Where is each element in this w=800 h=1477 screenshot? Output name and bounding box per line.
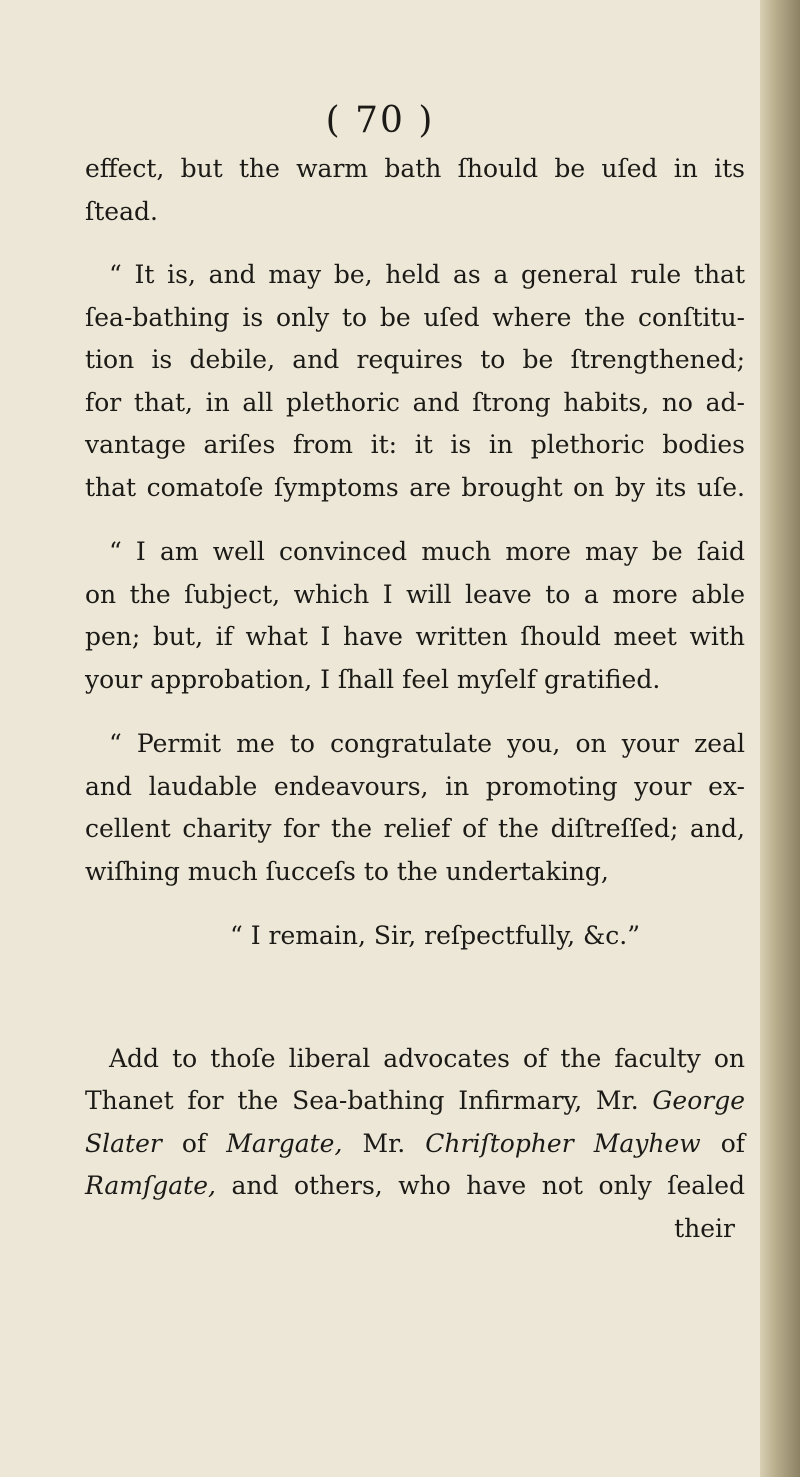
text-segment: of bbox=[181, 1128, 207, 1158]
place-italic: Margate, bbox=[226, 1128, 343, 1158]
text-line: cellent charity for the relief of the diſtreſſed; and, bbox=[85, 814, 745, 843]
text-line bbox=[85, 1165, 745, 1208]
name-italic: Slater bbox=[85, 1128, 162, 1158]
page-edge-shadow bbox=[760, 0, 800, 1477]
paragraph bbox=[85, 531, 745, 701]
paragraph bbox=[85, 254, 745, 509]
place-italic: Ramſgate, bbox=[85, 1171, 216, 1200]
paragraph bbox=[85, 723, 745, 893]
text-line: “ It is, and may be, held as a general rule that bbox=[109, 260, 745, 289]
text-line: “ I am well convinced much more may be ſaid bbox=[109, 537, 745, 566]
text-line: ſea-bathing is only to be uſed where the conſtitu- bbox=[85, 302, 745, 332]
catchword: their bbox=[674, 1213, 735, 1243]
text-line: your approbation, I ſhall feel myſelf gratified. bbox=[85, 664, 661, 694]
closing bbox=[85, 915, 745, 958]
text-line: that comatoſe ſymptoms are brought on by its uſe. bbox=[85, 472, 745, 502]
text-line: pen; but, if what I have written ſhould meet with bbox=[85, 622, 745, 651]
text-line: effect, but the warm bath ſhould be uſed in its bbox=[85, 154, 745, 183]
text-line: on the ſubject, which I will leave to a more able bbox=[85, 579, 745, 609]
text-line: tion is debile, and requires to be ſtrengthened; bbox=[85, 345, 745, 374]
page-number: ( 70 ) bbox=[325, 100, 435, 141]
text-line: wiſhing much ſucceſs to the undertaking, bbox=[85, 856, 609, 886]
text-segment: of bbox=[720, 1128, 746, 1158]
paragraph bbox=[85, 1038, 745, 1251]
text-line: Add to thoſe liberal advocates of the faculty on bbox=[109, 1043, 745, 1073]
text-line bbox=[85, 1123, 745, 1166]
name-italic: Chriſtopher Mayhew bbox=[425, 1128, 701, 1158]
text-line: and laudable endeavours, in promoting your ex- bbox=[85, 771, 745, 801]
text-line: vantage ariſes from it: it is in plethoric bodies bbox=[85, 430, 745, 459]
text-line bbox=[85, 1080, 745, 1123]
name-italic: George bbox=[652, 1086, 745, 1115]
page-body bbox=[85, 148, 745, 1250]
text-line: for that, in all plethoric and ſtrong habits, no ad- bbox=[85, 387, 745, 417]
text-segment: Mr. bbox=[362, 1128, 406, 1158]
text-segment: Thanet for the Sea-bathing Infirmary, Mr. bbox=[85, 1086, 639, 1115]
closing-line: “ I remain, Sir, reſpectfully, &c.” bbox=[230, 921, 640, 950]
text-line: ſtead. bbox=[85, 196, 158, 226]
text-line: “ Permit me to congratulate you, on your zeal bbox=[109, 729, 745, 758]
text-segment: and others, who have not only ſealed bbox=[231, 1171, 745, 1200]
